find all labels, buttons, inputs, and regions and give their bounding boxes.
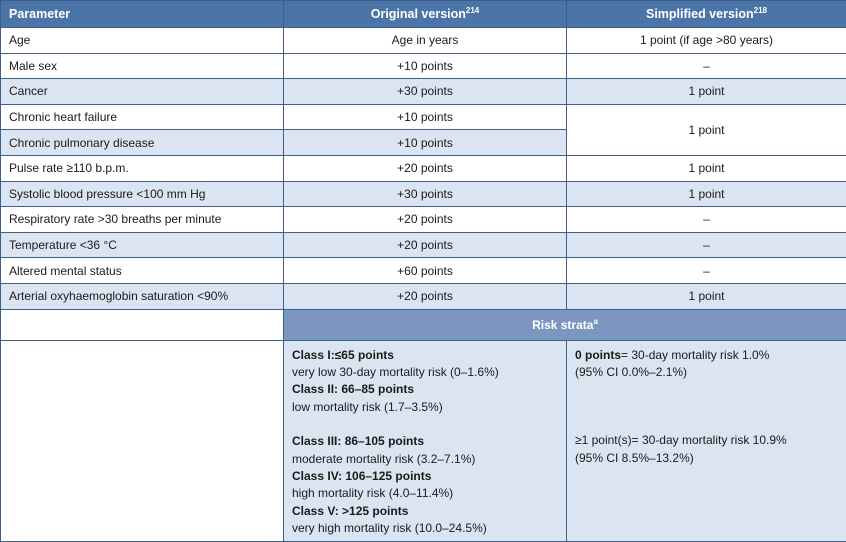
stratum-line bbox=[575, 347, 838, 364]
empty-cell bbox=[1, 309, 284, 340]
class-description: moderate mortality risk (3.2–7.1%) bbox=[292, 451, 476, 466]
table-row bbox=[1, 155, 846, 181]
header-row bbox=[1, 1, 846, 28]
simplified-cell: 1 point (if age >80 years) bbox=[567, 28, 846, 54]
table-row bbox=[1, 258, 846, 284]
class-description: very low 30-day mortality risk (0–1.6%) bbox=[292, 364, 499, 379]
parameter-cell: Arterial oxyhaemoglobin saturation <90% bbox=[1, 283, 284, 309]
parameter-cell: Cancer bbox=[1, 79, 284, 105]
table-row bbox=[1, 28, 846, 54]
header-original-version: Original version$^{214}$ bbox=[284, 1, 567, 28]
original-cell: +30 points bbox=[284, 79, 567, 105]
table-row bbox=[1, 104, 846, 130]
original-ref: 214 bbox=[465, 5, 480, 15]
risk-strata-header-row bbox=[1, 309, 846, 340]
simplified-cell: 1 point bbox=[567, 79, 846, 105]
stratum-title: ≥1 point(s) bbox=[575, 433, 632, 448]
parameter-cell: Pulse rate ≥110 b.p.m. bbox=[1, 155, 284, 181]
simplified-risk-strata bbox=[567, 340, 846, 541]
parameter-cell: Temperature <36 °C bbox=[1, 232, 284, 258]
table-row bbox=[1, 53, 846, 79]
original-cell: +10 points bbox=[284, 130, 567, 156]
table-row bbox=[1, 207, 846, 233]
stratum-text: = 30-day mortality risk 10.9% bbox=[631, 433, 787, 448]
class-description: high mortality risk (4.0–11.4%) bbox=[292, 486, 454, 501]
simplified-cell: – bbox=[567, 53, 846, 79]
simplified-cell: – bbox=[567, 232, 846, 258]
simplified-cell-merged: 1 point bbox=[567, 104, 846, 155]
parameter-cell: Male sex bbox=[1, 53, 284, 79]
original-cell: Age in years bbox=[284, 28, 567, 54]
class-title: Class III: 86–105 points bbox=[292, 434, 425, 449]
stratum-ci: (95% CI 0.0%–2.1%) bbox=[575, 364, 688, 379]
original-cell: +10 points bbox=[284, 104, 567, 130]
original-cell: +20 points bbox=[284, 232, 567, 258]
risk-strata-row bbox=[1, 340, 846, 541]
header-parameter: Parameter bbox=[1, 1, 284, 28]
original-cell: +60 points bbox=[284, 258, 567, 284]
stratum-ci: (95% CI 8.5%–13.2%) bbox=[575, 450, 694, 465]
parameter-cell: Age bbox=[1, 28, 284, 54]
parameter-cell: Respiratory rate >30 breaths per minute bbox=[1, 207, 284, 233]
stratum-line bbox=[575, 432, 838, 449]
stratum-text: = 30-day mortality risk 1.0% bbox=[621, 347, 770, 362]
original-risk-classes bbox=[284, 340, 567, 541]
table-row bbox=[1, 79, 846, 105]
simplified-cell: 1 point bbox=[567, 155, 846, 181]
simplified-cell: 1 point bbox=[567, 283, 846, 309]
class-title: Class I:≤65 points bbox=[292, 347, 394, 362]
original-cell: +20 points bbox=[284, 207, 567, 233]
table-row bbox=[1, 283, 846, 309]
original-cell: +20 points bbox=[284, 155, 567, 181]
class-description: very high mortality risk (10.0–24.5%) bbox=[292, 521, 487, 536]
parameter-cell: Chronic pulmonary disease bbox=[1, 130, 284, 156]
parameter-cell: Systolic blood pressure <100 mm Hg bbox=[1, 181, 284, 207]
class-title: Class IV: 106–125 points bbox=[292, 468, 432, 483]
parameter-cell: Chronic heart failure bbox=[1, 104, 284, 130]
simplified-ref: 218 bbox=[753, 5, 768, 15]
class-description: low mortality risk (1.7–3.5%) bbox=[292, 399, 443, 414]
parameter-cell: Altered mental status bbox=[1, 258, 284, 284]
table-row bbox=[1, 181, 846, 207]
footnote-mark: a bbox=[593, 316, 598, 326]
table-row bbox=[1, 232, 846, 258]
risk-strata-heading: Risk strata$^a$ bbox=[284, 309, 846, 340]
class-title: Class II: 66–85 points bbox=[292, 382, 415, 397]
header-simplified-version: Simplified version$^{218}$ bbox=[567, 1, 846, 28]
empty-cell bbox=[1, 340, 284, 541]
class-title: Class V: >125 points bbox=[292, 503, 409, 518]
simplified-cell: – bbox=[567, 207, 846, 233]
original-cell: +10 points bbox=[284, 53, 567, 79]
stratum-title: 0 points bbox=[575, 347, 622, 362]
original-cell: +20 points bbox=[284, 283, 567, 309]
original-cell: +30 points bbox=[284, 181, 567, 207]
simplified-cell: – bbox=[567, 258, 846, 284]
simplified-cell: 1 point bbox=[567, 181, 846, 207]
